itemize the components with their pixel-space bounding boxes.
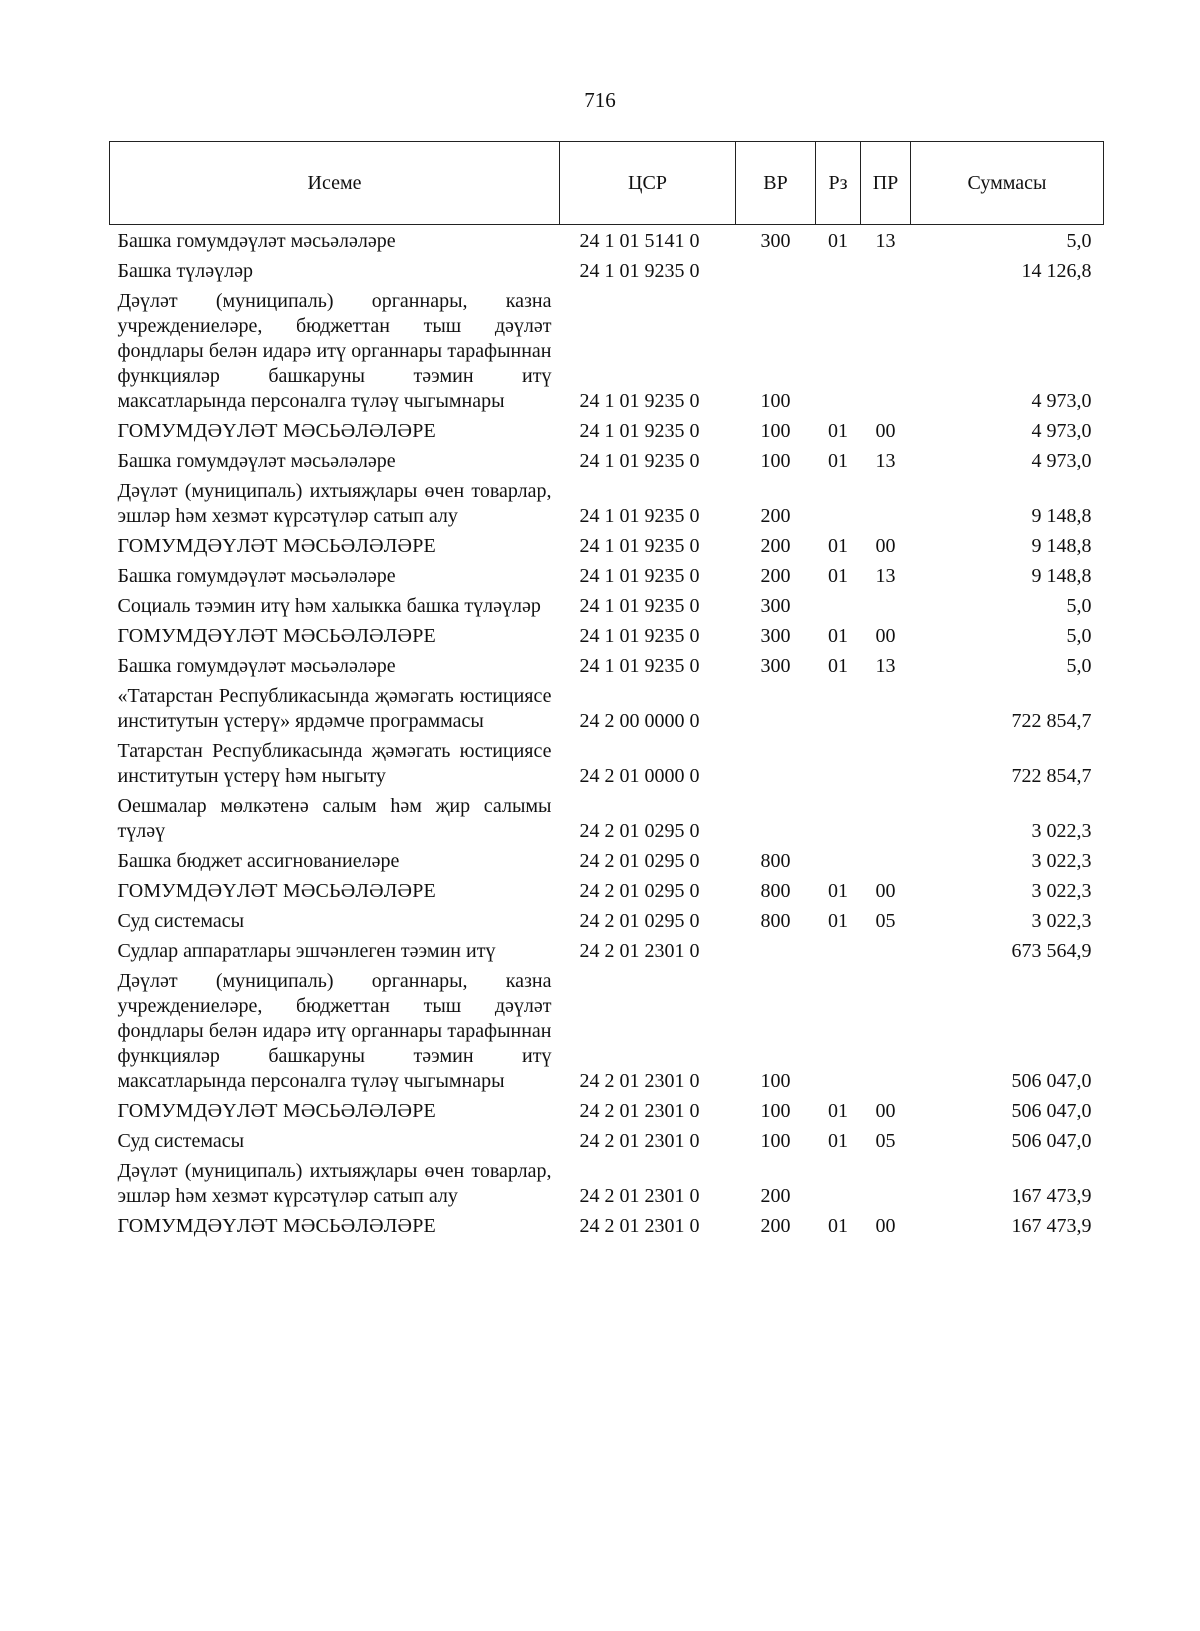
cell-name: ГОМУМДӘҮЛӘТ МӘСЬӘЛӘЛӘРЕ <box>117 1100 436 1122</box>
cell-sum: 4 973,0 <box>1031 450 1092 472</box>
cell-csr: 24 2 01 2301 0 <box>579 1070 700 1092</box>
cell-csr: 24 2 01 2301 0 <box>579 1100 700 1122</box>
table-row <box>110 447 1104 477</box>
cell-sum: 14 126,8 <box>1021 260 1092 282</box>
table-row <box>110 225 1104 258</box>
cell-sum: 3 022,3 <box>1031 880 1092 902</box>
cell-rz: 01 <box>828 230 848 252</box>
cell-sum: 722 854,7 <box>1011 765 1092 787</box>
cell-pr: 13 <box>875 450 896 472</box>
cell-vr: 200 <box>760 535 791 557</box>
cell-name: «Татарстан Республикасында җәмәгать юстициясе институтын үстерү» ярдәмче программасы <box>117 685 552 732</box>
cell-csr: 24 2 01 0295 0 <box>579 820 700 842</box>
cell-rz <box>816 257 861 287</box>
cell-pr: 00 <box>875 1215 896 1237</box>
cell-pr: 13 <box>875 655 896 677</box>
cell-csr: 24 1 01 9235 0 <box>579 450 700 472</box>
cell-rz: 01 <box>828 655 848 677</box>
cell-rz: 01 <box>828 1130 848 1152</box>
page-number: 716 <box>584 88 616 112</box>
cell-pr: 00 <box>875 535 896 557</box>
cell-vr <box>736 937 816 967</box>
table-row <box>110 417 1104 447</box>
cell-vr: 100 <box>760 450 791 472</box>
cell-vr: 800 <box>760 910 791 932</box>
table-row <box>110 257 1104 287</box>
cell-rz: 01 <box>828 535 848 557</box>
cell-vr <box>736 737 816 792</box>
cell-vr: 800 <box>760 850 791 872</box>
table-row <box>110 877 1104 907</box>
cell-name: Оешмалар мөлкәтенә салым һәм җир салымы түләү <box>117 795 552 842</box>
cell-csr: 24 1 01 5141 0 <box>579 230 700 252</box>
table-body <box>110 225 1104 1243</box>
cell-name: Социаль тәэмин итү һәм халыкка башка түләүләр <box>117 595 541 617</box>
table-row <box>110 1097 1104 1127</box>
table-row <box>110 622 1104 652</box>
cell-rz <box>816 737 861 792</box>
cell-name: Дәүләт (муниципаль) ихтыяҗлары өчен товарлар, эшләр һәм хезмәт күрсәтүләр сатып алу <box>117 480 552 527</box>
cell-rz <box>816 592 861 622</box>
cell-sum: 5,0 <box>1066 595 1092 617</box>
cell-name: Башка гомумдәүләт мәсьәләләре <box>117 450 396 472</box>
cell-vr: 200 <box>760 565 791 587</box>
cell-pr <box>861 257 911 287</box>
cell-vr: 100 <box>760 390 791 412</box>
cell-rz <box>816 287 861 417</box>
cell-pr: 00 <box>875 625 896 647</box>
cell-sum: 506 047,0 <box>1011 1070 1092 1092</box>
cell-csr: 24 1 01 9235 0 <box>579 260 700 282</box>
cell-vr: 300 <box>760 625 791 647</box>
table-row <box>110 477 1104 532</box>
header-pr: ПР <box>861 142 911 225</box>
cell-csr: 24 1 01 9235 0 <box>579 420 700 442</box>
cell-pr <box>861 592 911 622</box>
header-name: Исеме <box>110 142 560 225</box>
cell-rz <box>816 682 861 737</box>
cell-csr: 24 1 01 9235 0 <box>579 535 700 557</box>
table-row <box>110 792 1104 847</box>
header-row <box>110 142 1104 225</box>
cell-sum: 9 148,8 <box>1031 535 1092 557</box>
cell-pr <box>861 682 911 737</box>
cell-name: Дәүләт (муниципаль) органнары, казна учреждениеләре, бюджеттан тыш дәүләт фондлары белән идарә итү органнары тарафыннан функцияләр башкаруны тәэмин итү максатларында персоналга түләү чыгымнары <box>117 290 552 412</box>
cell-sum: 5,0 <box>1066 625 1092 647</box>
budget-table <box>109 141 1104 1242</box>
cell-pr: 00 <box>875 880 896 902</box>
cell-csr: 24 1 01 9235 0 <box>579 505 700 527</box>
table-row <box>110 562 1104 592</box>
cell-sum: 167 473,9 <box>1011 1185 1092 1207</box>
cell-vr <box>736 792 816 847</box>
table-row <box>110 1127 1104 1157</box>
cell-sum: 722 854,7 <box>1011 710 1092 732</box>
cell-name: ГОМУМДӘҮЛӘТ МӘСЬӘЛӘЛӘРЕ <box>117 535 436 557</box>
cell-csr: 24 2 01 0000 0 <box>579 765 700 787</box>
cell-pr <box>861 937 911 967</box>
cell-name: ГОМУМДӘҮЛӘТ МӘСЬӘЛӘЛӘРЕ <box>117 1215 436 1237</box>
cell-name: Судлар аппаратлары эшчәнлеген тәэмин итү <box>117 940 496 962</box>
cell-rz <box>816 937 861 967</box>
cell-csr: 24 2 01 0295 0 <box>579 880 700 902</box>
cell-csr: 24 2 01 2301 0 <box>579 1130 700 1152</box>
cell-vr: 100 <box>760 1100 791 1122</box>
cell-vr <box>736 257 816 287</box>
cell-csr: 24 2 01 0295 0 <box>579 910 700 932</box>
cell-vr: 200 <box>760 1215 791 1237</box>
cell-csr: 24 2 01 2301 0 <box>579 1215 700 1237</box>
cell-vr <box>736 682 816 737</box>
cell-csr: 24 2 01 2301 0 <box>579 1185 700 1207</box>
cell-rz: 01 <box>828 1215 848 1237</box>
table-row <box>110 1212 1104 1242</box>
cell-vr: 300 <box>760 595 791 617</box>
cell-csr: 24 2 01 0295 0 <box>579 850 700 872</box>
cell-rz <box>816 1157 861 1212</box>
cell-name: ГОМУМДӘҮЛӘТ МӘСЬӘЛӘЛӘРЕ <box>117 625 436 647</box>
cell-rz <box>816 477 861 532</box>
cell-name: Башка гомумдәүләт мәсьәләләре <box>117 230 396 252</box>
header-rz: Рз <box>816 142 861 225</box>
cell-pr <box>861 737 911 792</box>
cell-sum: 3 022,3 <box>1031 910 1092 932</box>
cell-sum: 9 148,8 <box>1031 565 1092 587</box>
cell-sum: 673 564,9 <box>1011 940 1092 962</box>
cell-sum: 4 973,0 <box>1031 420 1092 442</box>
cell-name: Дәүләт (муниципаль) органнары, казна учреждениеләре, бюджеттан тыш дәүләт фондлары белән идарә итү органнары тарафыннан функцияләр башкаруны тәэмин итү максатларында персоналга түләү чыгымнары <box>117 970 552 1092</box>
cell-csr: 24 1 01 9235 0 <box>579 565 700 587</box>
header-sum: Суммасы <box>911 142 1104 225</box>
header-vr: ВР <box>736 142 816 225</box>
cell-sum: 506 047,0 <box>1011 1130 1092 1152</box>
cell-pr: 05 <box>875 1130 896 1152</box>
cell-name: Башка гомумдәүләт мәсьәләләре <box>117 565 396 587</box>
cell-pr <box>861 477 911 532</box>
cell-sum: 3 022,3 <box>1031 850 1092 872</box>
table-row <box>110 652 1104 682</box>
cell-csr: 24 1 01 9235 0 <box>579 595 700 617</box>
cell-name: ГОМУМДӘҮЛӘТ МӘСЬӘЛӘЛӘРЕ <box>117 880 436 902</box>
cell-rz <box>816 847 861 877</box>
cell-pr: 05 <box>875 910 896 932</box>
cell-pr: 13 <box>875 230 896 252</box>
table-row <box>110 682 1104 737</box>
cell-vr: 300 <box>760 230 791 252</box>
cell-name: Башка бюджет ассигнованиеләре <box>117 850 400 872</box>
cell-pr <box>861 967 911 1097</box>
cell-rz <box>816 792 861 847</box>
table-row <box>110 847 1104 877</box>
cell-pr: 00 <box>875 420 896 442</box>
table-row <box>110 1157 1104 1212</box>
cell-rz: 01 <box>828 625 848 647</box>
cell-sum: 3 022,3 <box>1031 820 1092 842</box>
cell-csr: 24 2 01 2301 0 <box>579 940 700 962</box>
cell-rz: 01 <box>828 1100 848 1122</box>
cell-name: Дәүләт (муниципаль) ихтыяҗлары өчен товарлар, эшләр һәм хезмәт күрсәтүләр сатып алу <box>117 1160 552 1207</box>
cell-sum: 9 148,8 <box>1031 505 1092 527</box>
cell-rz <box>816 967 861 1097</box>
cell-name: Татарстан Республикасында җәмәгать юстициясе институтын үстерү һәм ныгыту <box>117 740 552 787</box>
cell-rz: 01 <box>828 420 848 442</box>
cell-name: Суд системасы <box>117 1130 245 1152</box>
table-row <box>110 937 1104 967</box>
cell-name: ГОМУМДӘҮЛӘТ МӘСЬӘЛӘЛӘРЕ <box>117 420 436 442</box>
cell-vr: 300 <box>760 655 791 677</box>
table-row <box>110 592 1104 622</box>
cell-pr <box>861 847 911 877</box>
cell-csr: 24 1 01 9235 0 <box>579 625 700 647</box>
cell-name: Башка гомумдәүләт мәсьәләләре <box>117 655 396 677</box>
cell-pr <box>861 287 911 417</box>
cell-vr: 100 <box>760 1130 791 1152</box>
table-header <box>110 142 1104 225</box>
cell-vr: 200 <box>760 505 791 527</box>
cell-pr <box>861 1157 911 1212</box>
table-row <box>110 737 1104 792</box>
table-row <box>110 907 1104 937</box>
cell-csr: 24 2 00 0000 0 <box>579 710 700 732</box>
cell-vr: 100 <box>760 420 791 442</box>
cell-rz: 01 <box>828 910 848 932</box>
cell-vr: 800 <box>760 880 791 902</box>
cell-csr: 24 1 01 9235 0 <box>579 390 700 412</box>
cell-vr: 100 <box>760 1070 791 1092</box>
cell-sum: 5,0 <box>1066 655 1092 677</box>
cell-rz: 01 <box>828 450 848 472</box>
cell-rz: 01 <box>828 565 848 587</box>
cell-pr: 00 <box>875 1100 896 1122</box>
cell-sum: 167 473,9 <box>1011 1215 1092 1237</box>
cell-pr: 13 <box>875 565 896 587</box>
cell-vr: 200 <box>760 1185 791 1207</box>
table-row <box>110 287 1104 417</box>
cell-pr <box>861 792 911 847</box>
table-row <box>110 532 1104 562</box>
cell-rz: 01 <box>828 880 848 902</box>
table-row <box>110 967 1104 1097</box>
cell-name: Башка түләүләр <box>117 260 254 282</box>
cell-sum: 506 047,0 <box>1011 1100 1092 1122</box>
cell-csr: 24 1 01 9235 0 <box>579 655 700 677</box>
cell-sum: 5,0 <box>1066 230 1092 252</box>
cell-sum: 4 973,0 <box>1031 390 1092 412</box>
header-csr: ЦСР <box>560 142 736 225</box>
cell-name: Суд системасы <box>117 910 245 932</box>
